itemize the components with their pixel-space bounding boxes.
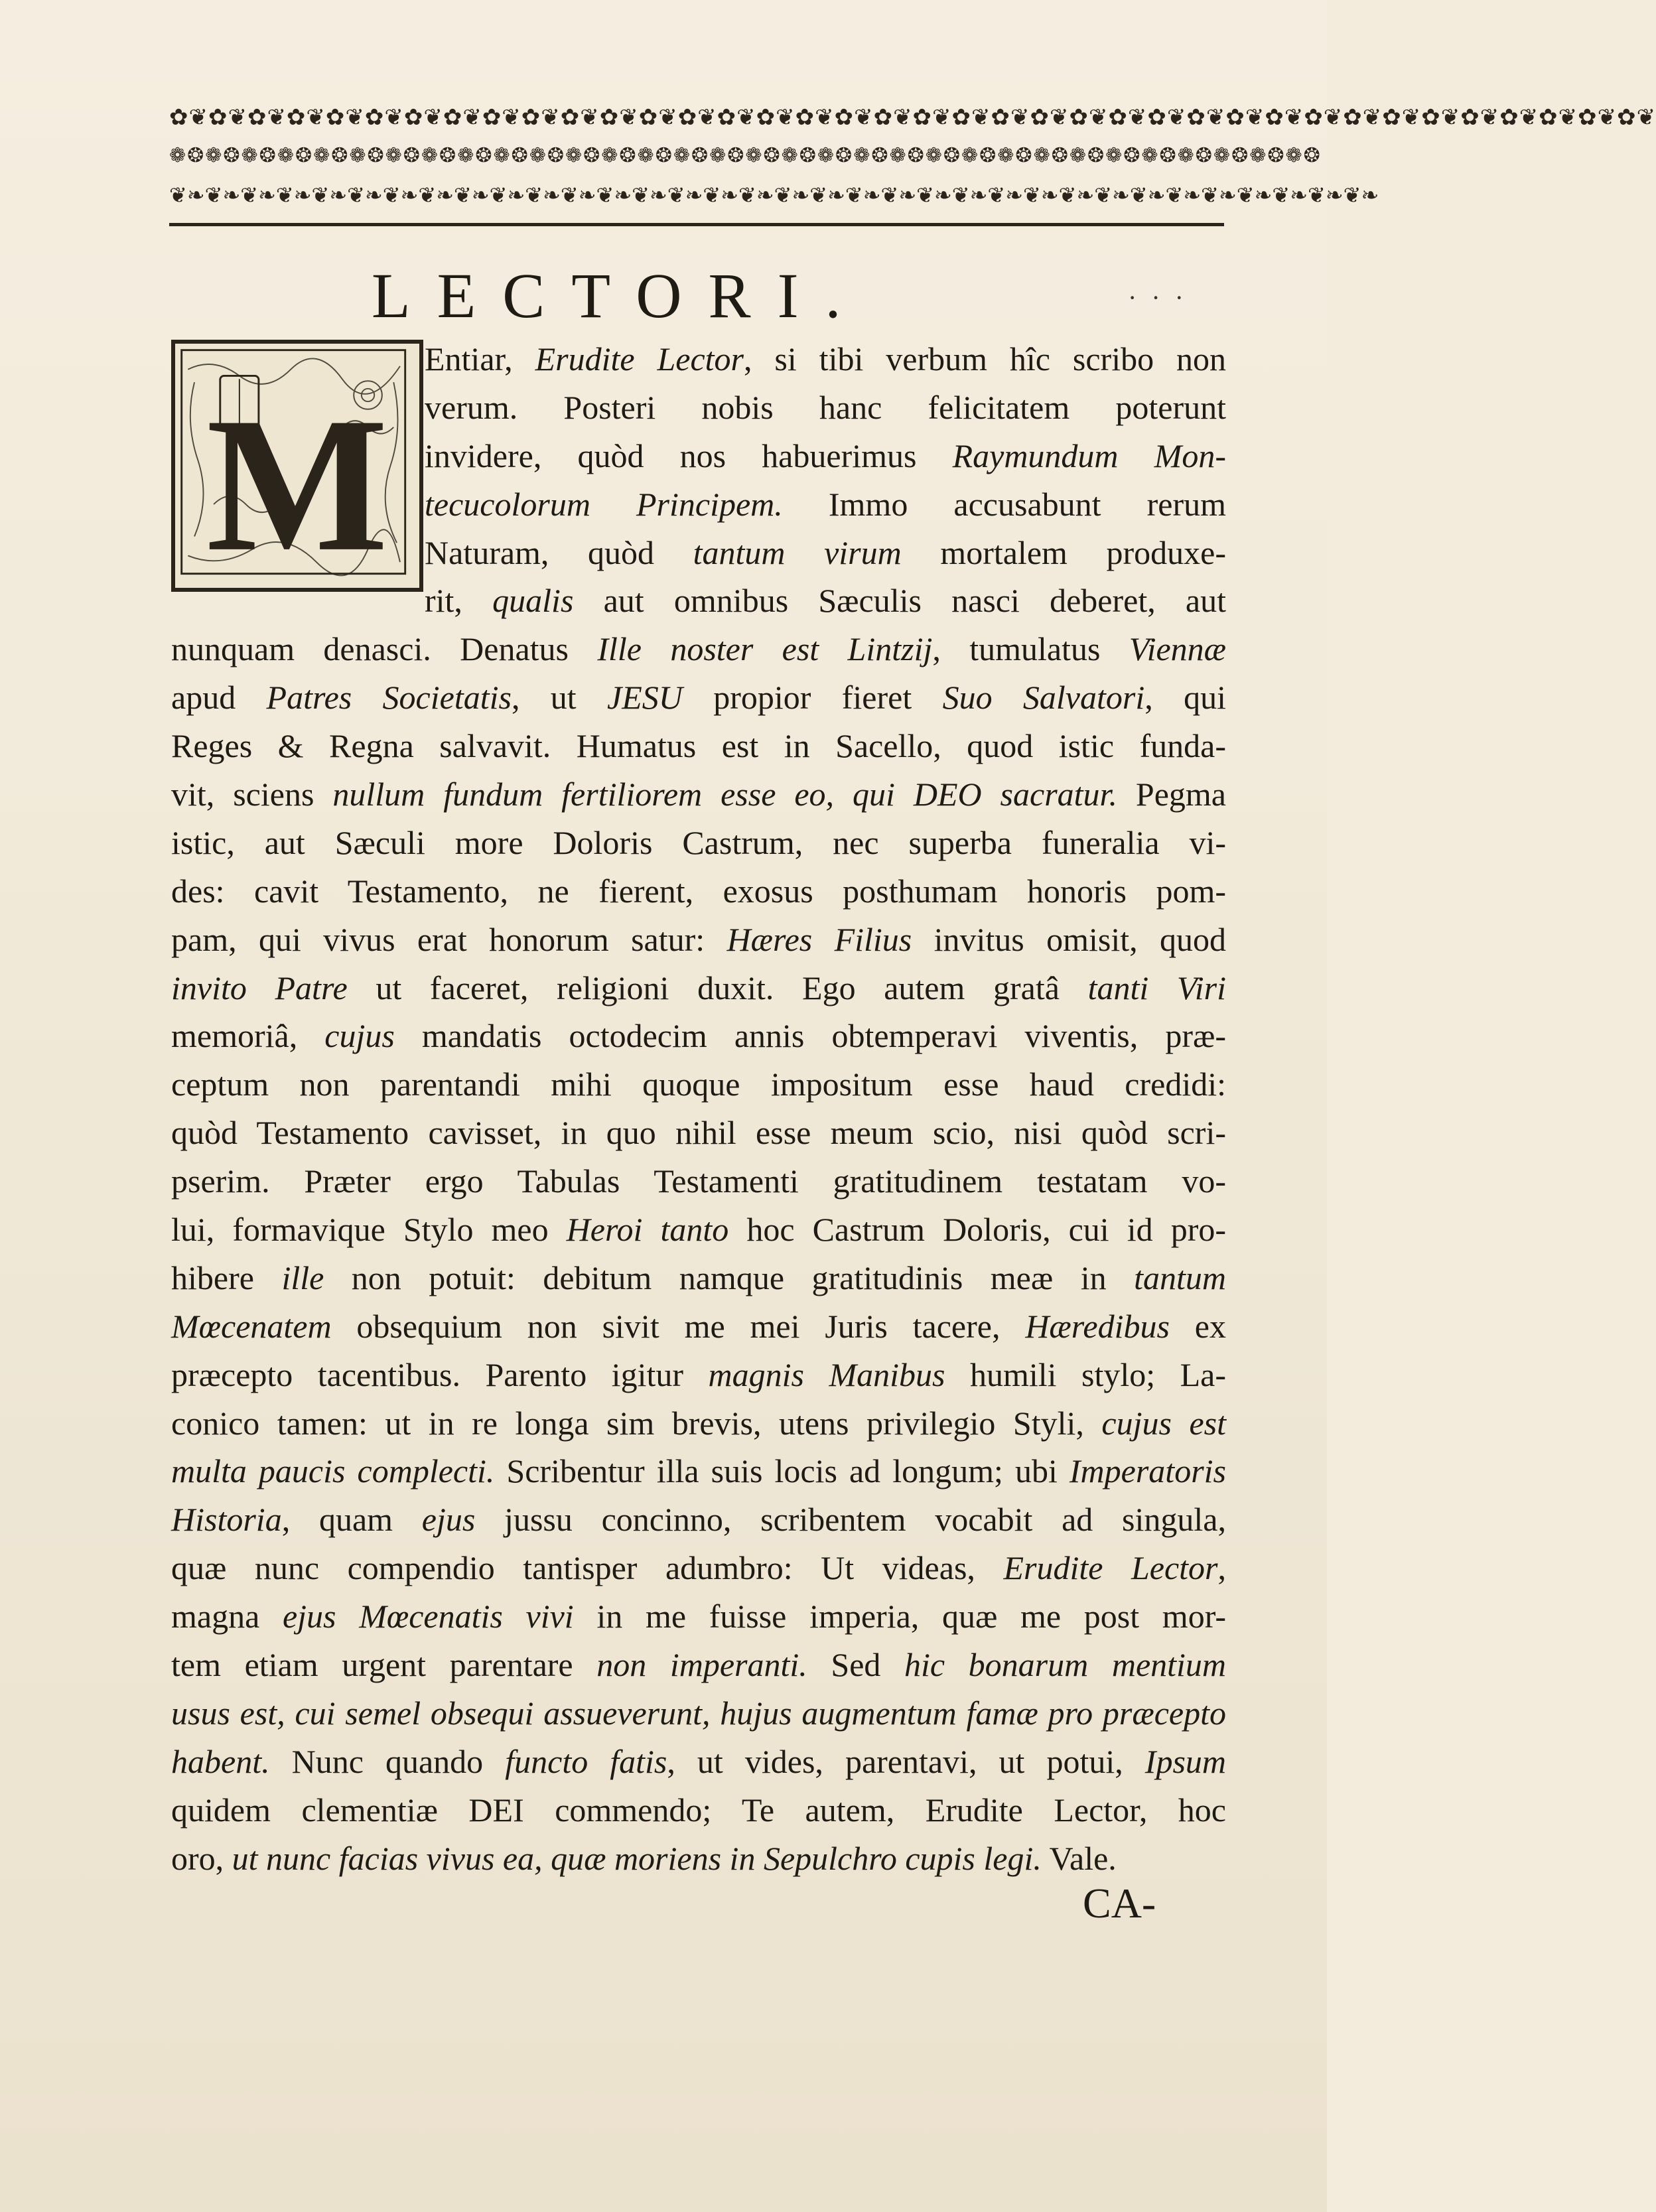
text-line xyxy=(171,1544,1226,1592)
text-line xyxy=(171,1592,1226,1641)
italic-segment: non imperanti. xyxy=(596,1646,807,1684)
text-segment: pam, qui vivus erat honorum satur: xyxy=(171,920,727,958)
italic-segment: nullum fundum fertiliorem esse eo, qui DEO sacratur. xyxy=(332,776,1117,813)
text-segment: des: cavit Testamento, ne fierent, exosus posthumam honoris pom- xyxy=(171,872,1226,910)
italic-segment: cujus xyxy=(324,1017,395,1055)
text-segment: rit, xyxy=(425,582,493,620)
text-line xyxy=(171,432,1226,480)
text-line xyxy=(171,577,1226,625)
text-segment: memoriâ, xyxy=(171,1017,325,1055)
italic-segment: cujus est xyxy=(1101,1404,1226,1442)
svg-text:M: M xyxy=(206,377,389,591)
italic-segment: Hæredibus xyxy=(1025,1307,1170,1345)
text-segment: non potuit: debitum namque gratitudinis meæ in xyxy=(324,1259,1135,1296)
italic-segment: tecucolorum Principem. xyxy=(425,485,783,523)
italic-segment: tantum virum xyxy=(693,533,902,571)
italic-segment: tantum xyxy=(1134,1259,1226,1296)
text-segment: , ut xyxy=(511,679,608,717)
text-segment: , qui xyxy=(1144,679,1226,717)
italic-segment: Viennæ xyxy=(1129,630,1227,668)
text-line xyxy=(171,1495,1226,1544)
text-segment: Reges & Regna salvavit. Humatus est in Sacello, quod istic funda- xyxy=(171,727,1226,765)
text-line xyxy=(171,480,1226,529)
text-segment: ut faceret, religioni duxit. Ego autem gratâ xyxy=(347,969,1088,1006)
italic-segment: ut nunc facias vivus ea, quæ moriens in Sepulchro cupis legi. xyxy=(232,1839,1042,1877)
italic-segment: ille xyxy=(281,1259,324,1296)
text-line xyxy=(171,1447,1226,1495)
italic-segment: habent. xyxy=(171,1742,270,1780)
italic-segment: usus est, cui semel obsequi assueverunt, hujus augmentum famæ pro præcepto xyxy=(171,1694,1226,1732)
text-segment: mandatis octodecim annis obtemperavi viventis, præ- xyxy=(394,1017,1226,1055)
text-line xyxy=(171,1641,1226,1689)
text-segment: lui, formavique Stylo meo xyxy=(171,1211,567,1249)
text-segment: verum. Posteri nobis hanc felicitatem poterunt xyxy=(425,388,1226,426)
text-segment: , si tibi verbum hîc scribo non xyxy=(744,340,1226,378)
text-line xyxy=(171,1157,1226,1206)
italic-segment: Mœcenatem xyxy=(171,1307,332,1345)
text-segment: quòd Testamento cavisset, in quo nihil esse meum scio, nisi quòd scri- xyxy=(171,1114,1226,1152)
text-line xyxy=(171,673,1226,722)
text-line xyxy=(171,335,1226,383)
text-segment: istic, aut Sæculi more Doloris Castrum, nec superba funeralia vi- xyxy=(171,823,1226,861)
page-title: LECTORI. xyxy=(372,260,868,331)
text-segment: quidem clementiæ DEI commendo; Te autem, Erudite Lector, hoc xyxy=(171,1791,1226,1829)
text-line xyxy=(171,1786,1226,1834)
text-segment: magna xyxy=(171,1598,283,1635)
text-line xyxy=(171,964,1226,1012)
italic-segment: Historia xyxy=(171,1501,282,1539)
italic-segment: Raymundum Mon- xyxy=(952,437,1226,474)
italic-segment: ejus Mœcenatis vivi xyxy=(282,1598,574,1635)
text-segment: pserim. Præter ergo Tabulas Testamenti gratitudinem testatam vo- xyxy=(171,1162,1226,1200)
text-segment: Pegma xyxy=(1117,776,1226,813)
italic-segment: qualis xyxy=(492,582,574,620)
ornament-row-3: ❦❧❦❧❦❧❦❧❦❧❦❧❦❧❦❧❦❧❦❧❦❧❦❧❦❧❦❧❦❧❦❧❦❧❦❧❦❧❦❧❦❧❦❧❦❧❦❧❦❧❦❧❦❧❦❧❦❧❦❧❦❧❦❧❦❧❦❧ xyxy=(169,182,1379,208)
text-line xyxy=(171,1738,1226,1786)
catchword: CA- xyxy=(1083,1880,1156,1927)
italic-segment: multa paucis complecti. xyxy=(171,1452,495,1490)
italic-segment: Hæres Filius xyxy=(726,920,912,958)
text-line xyxy=(171,819,1226,867)
text-segment: propior fieret xyxy=(682,679,943,717)
text-line xyxy=(171,1834,1226,1883)
italic-segment: invito Patre xyxy=(171,969,348,1006)
text-line xyxy=(171,1060,1226,1109)
text-segment: conico tamen: ut in re longa sim brevis, utens privilegio Styli, xyxy=(171,1404,1102,1442)
text-segment: vit, sciens xyxy=(171,776,333,813)
ornament-rule xyxy=(169,223,1224,226)
text-segment: invidere, quòd nos habuerimus xyxy=(425,437,953,474)
text-line xyxy=(171,529,1226,577)
text-segment: invitus omisit, quod xyxy=(912,920,1226,958)
text-segment: Immo accusabunt rerum xyxy=(782,485,1227,523)
text-line xyxy=(171,1012,1226,1060)
text-segment: Entiar, xyxy=(425,340,535,378)
text-segment: , quam xyxy=(281,1501,422,1539)
italic-segment: Ille noster est Lintzij xyxy=(597,630,933,668)
italic-segment: Patres Societatis xyxy=(266,679,512,717)
italic-segment: Erudite Lector xyxy=(1003,1549,1218,1587)
text-segment: in me fuisse imperia, quæ me post mor- xyxy=(573,1598,1226,1635)
text-line xyxy=(171,625,1226,673)
text-segment: nunquam denasci. Denatus xyxy=(171,630,598,668)
text-line xyxy=(171,867,1226,916)
text-line xyxy=(171,1399,1226,1448)
text-segment: tem etiam urgent parentare xyxy=(171,1646,597,1684)
text-segment: Vale. xyxy=(1041,1839,1117,1877)
text-segment: Nunc quando xyxy=(269,1742,506,1780)
italic-segment: JESU xyxy=(607,679,683,717)
italic-segment: Imperatoris xyxy=(1069,1452,1226,1490)
text-segment: aut omnibus Sæculis nasci deberet, aut xyxy=(573,582,1227,620)
text-line xyxy=(171,1302,1226,1351)
text-segment: apud xyxy=(171,679,267,717)
text-line xyxy=(171,383,1226,432)
ornament-row-2: ❁❂❁❂❁❂❁❂❁❂❁❂❁❂❁❂❁❂❁❂❁❂❁❂❁❂❁❂❁❂❁❂❁❂❁❂❁❂❁❂❁❂❁❂❁❂❁❂❁❂❁❂❁❂❁❂❁❂❁❂❁❂❁❂ xyxy=(169,144,1322,167)
text-segment: obsequium non sivit me mei Juris tacere, xyxy=(331,1307,1026,1345)
text-segment: Sed xyxy=(807,1646,904,1684)
italic-segment: Erudite Lector xyxy=(535,340,744,378)
headpiece-ornament xyxy=(169,104,1656,226)
italic-segment: hic bonarum mentium xyxy=(904,1646,1227,1684)
text-segment: oro, xyxy=(171,1839,232,1877)
text-segment: , ut vides, parentavi, ut potui, xyxy=(667,1742,1145,1780)
italic-segment: Suo Salvatori xyxy=(942,679,1145,717)
text-line xyxy=(171,770,1226,819)
text-segment: , xyxy=(1217,1549,1226,1587)
text-segment: ceptum non parentandi mihi quoque impositum esse haud credidi: xyxy=(171,1066,1226,1103)
text-line xyxy=(171,1351,1226,1399)
text-segment: humili stylo; La- xyxy=(945,1355,1226,1393)
title-dots: · · · xyxy=(1128,283,1188,312)
text-line xyxy=(171,916,1226,964)
text-line xyxy=(171,1206,1226,1254)
italic-segment: functo fatis xyxy=(505,1742,667,1780)
italic-segment: ejus xyxy=(421,1501,476,1539)
text-line xyxy=(171,722,1226,770)
text-line xyxy=(171,1254,1226,1302)
text-segment: Scribentur illa suis locis ad longum; ubi xyxy=(494,1452,1070,1490)
text-segment: , tumulatus xyxy=(932,630,1129,668)
text-segment: ex xyxy=(1169,1307,1226,1345)
text-segment: Naturam, quòd xyxy=(425,533,693,571)
text-line xyxy=(171,1109,1226,1157)
text-line xyxy=(171,1689,1226,1738)
italic-segment: magnis Manibus xyxy=(708,1355,945,1393)
italic-segment: tanti Viri xyxy=(1087,969,1227,1006)
text-segment: hibere xyxy=(171,1259,282,1296)
text-segment: hoc Castrum Doloris, cui id pro- xyxy=(728,1211,1226,1249)
italic-segment: Ipsum xyxy=(1144,1742,1227,1780)
text-segment: jussu concinno, scribentem vocabit ad singula, xyxy=(475,1501,1226,1539)
text-segment: præcepto tacentibus. Parento igitur xyxy=(171,1355,709,1393)
italic-segment: Heroi tanto xyxy=(566,1211,729,1249)
text-segment: mortalem produxe- xyxy=(901,533,1226,571)
ornament-row-1: ✿❦✿❦✿❦✿❦✿❦✿❦✿❦✿❦✿❦✿❦✿❦✿❦✿❦✿❦✿❦✿❦✿❦✿❦✿❦✿❦✿❦✿❦✿❦✿❦✿❦✿❦✿❦✿❦✿❦✿❦✿❦✿❦✿❦✿❦✿❦✿❦✿❦✿❦ xyxy=(169,104,1656,131)
preface-text xyxy=(171,335,1226,1883)
text-segment: quæ nunc compendio tantisper adumbro: Ut videas, xyxy=(171,1549,1004,1587)
